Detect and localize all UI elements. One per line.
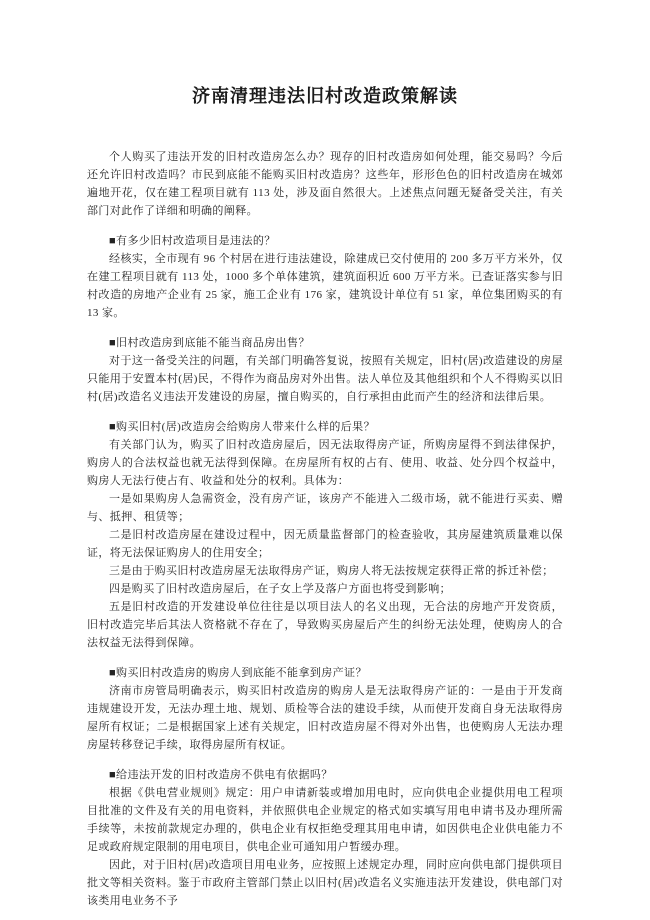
- paragraph: 对于这一备受关注的问题，有关部门明确答复说，按照有关规定，旧村(居)改造建设的房屋只能用于安置本村(居)民，不得作为商品房对外出售。法人单位及其他组织和个人不得购买以旧村(居)改造名义违法开发建设的房屋，擅自购买的，自行承担由此而产生的经济和法律后果。: [87, 355, 563, 403]
- section-property-certificate: [87, 664, 563, 754]
- paragraph: 根据《供电营业规则》规定：用户申请新装或增加用电时，应向供电企业提供用电工程项目批准的文件及有关的用电资料，并依照供电企业规定的格式如实填写用电申请书及办理所需手续等，未按前款规定办理的，供电企业有权拒绝受理其用电申请，如因供电企业供电能力不足或政府规定限制的用电项目，供电企业可通知用户暂缓办理。: [87, 787, 563, 853]
- list-item-4: 四是购买了旧村改造房屋后，在子女上学及落户方面也将受到影响；: [109, 583, 451, 595]
- list-item-5: 五是旧村改造的开发建设单位往往是以项目法人的名义出现，无合法的房地产开发资质，旧村改造完毕后其法人资格就不存在了，导致购买房屋后产生的纠纷无法处理，使购房人的合法权益无法得到保障。: [87, 601, 563, 649]
- list-item-1: 一是如果购房人急需资金，没有房产证，该房产不能进入二级市场，就不能进行买卖、赠与、抵押、租赁等；: [87, 493, 563, 523]
- paragraph: 有关部门认为，购买了旧村改造房屋后，因无法取得房产证，所购房屋得不到法律保护，购房人的合法权益也就无法得到保障。在房屋所有权的占有、使用、收益、处分四个权益中，购房人无法行使占有、收益和处分的权利。具体为：: [87, 439, 563, 487]
- paragraph: 因此，对于旧村(居)改造项目用电业务，应按照上述规定办理，同时应向供电部门提供项目批文等相关资料。鉴于市政府主管部门禁止以旧村(居)改造名义实施违法开发建设，供电部门对该类用电业务不予: [87, 859, 563, 907]
- section-heading: ■旧村改造房到底能不能当商品房出售？: [109, 337, 310, 349]
- paragraph: 济南市房管局明确表示，购买旧村改造房的购房人是无法取得房产证的：一是由于开发商违规建设开发，无法办理土地、规划、质检等合法的建设手续，从而使开发商自身无法取得房屋所有权证；二是根据国家上述有关规定，旧村改造房屋不得对外出售，也使购房人无法办理房屋转移登记手续，取得房屋所有权证。: [87, 685, 563, 751]
- section-sell-as-commodity-housing: [87, 334, 563, 406]
- section-power-supply-basis: [87, 766, 563, 910]
- paragraph: 经核实，全市现有 96 个村居在进行违法建设，除建成已交付使用的 200 多万平方米外，仅在建工程项目就有 113 处，1000 多个单体建筑，建筑面积近 600 万平方米。已查证落实参与旧村改造的房地产企业有 25 家，施工企业有 176 家，建筑设计单位有 51 家，单位集团购买的有 13 家。: [87, 253, 563, 319]
- list-item-3: 三是由于购买旧村改造房屋无法取得房产证，购房人将无法按规定获得正常的拆迁补偿；: [109, 565, 554, 577]
- section-illegal-project-count: [87, 232, 563, 322]
- section-intro: [87, 148, 563, 220]
- list-item-2: 二是旧村改造房屋在建设过程中，因无质量监督部门的检查验收，其房屋建筑质量难以保证，将无法保证购房人的住用安全；: [87, 529, 563, 559]
- section-heading: ■购买旧村(居)改造房会给购房人带来什么样的后果？: [109, 421, 375, 433]
- section-heading: ■购买旧村改造房的购房人到底能不能拿到房产证？: [109, 667, 367, 679]
- section-heading: ■给违法开发的旧村改造房不供电有依据吗？: [109, 769, 333, 781]
- section-buyer-consequences: [87, 418, 563, 652]
- paragraph-intro: 个人购买了违法开发的旧村改造房怎么办？现存的旧村改造房如何处理，能交易吗？今后还允许旧村改造吗？市民到底能不能购买旧村改造房？这些年，形形色色的旧村改造房在城郊遍地开花，仅在建工程项目就有 113 处，涉及面自然很大。上述焦点问题无疑备受关注，有关部门对此作了详细和明确的阐释。: [87, 151, 563, 217]
- document-title: 济南清理违法旧村改造政策解读: [192, 86, 458, 106]
- section-heading: ■有多少旧村改造项目是违法的？: [109, 235, 276, 247]
